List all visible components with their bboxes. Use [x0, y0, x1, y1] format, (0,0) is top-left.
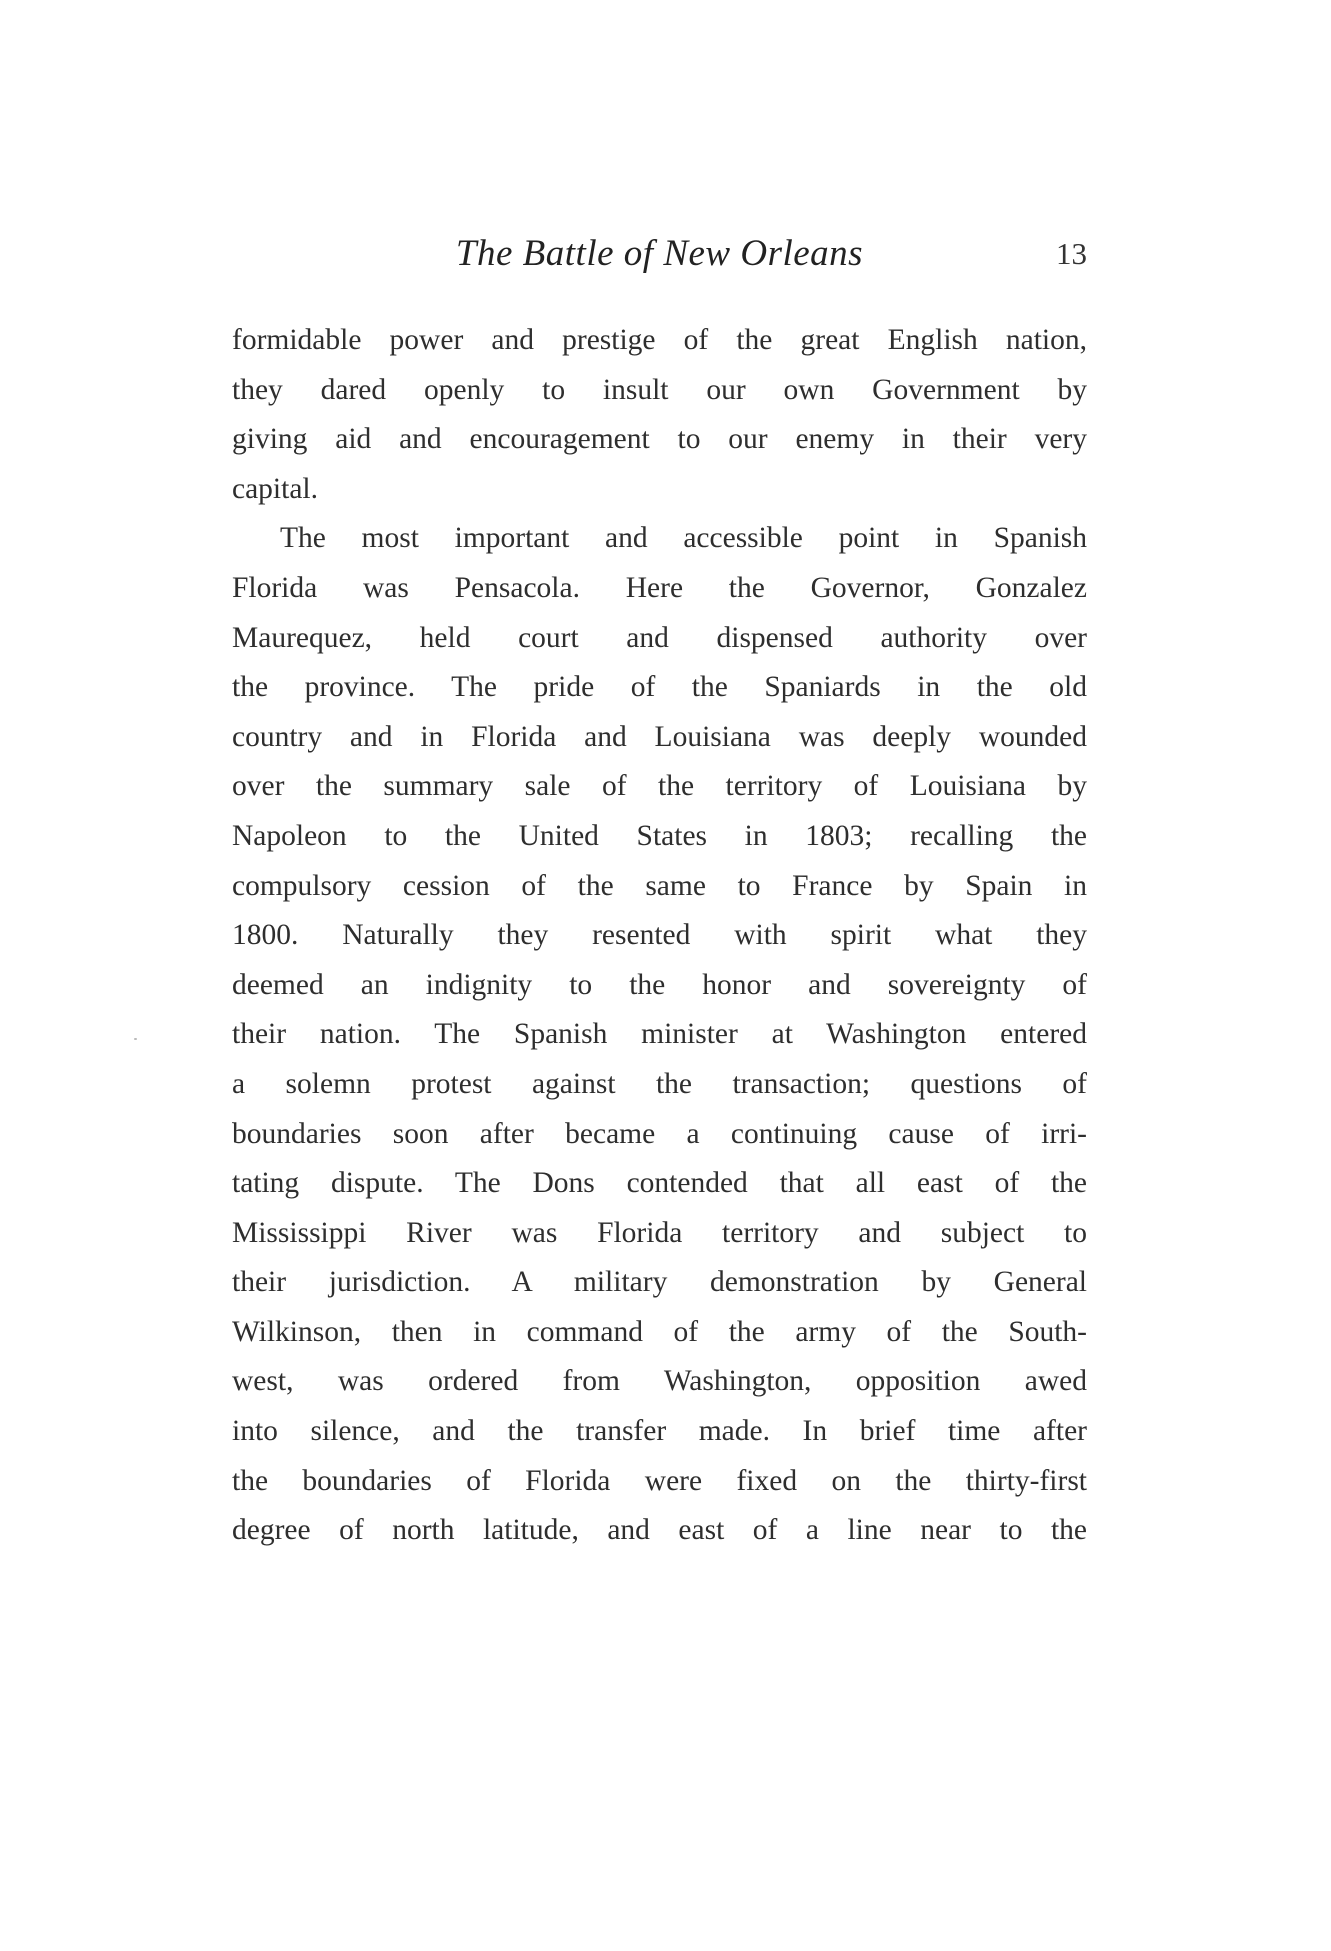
text-line: Florida was Pensacola. Here the Governor, Gonzalez: [232, 571, 1087, 604]
text-line: 1800. Naturally they resented with spirit what they: [232, 919, 1087, 952]
text-line: into silence, and the transfer made. In brief time after: [232, 1415, 1087, 1448]
text-line: they dared openly to insult our own Government by: [232, 373, 1087, 406]
text-line: Napoleon to the United States in 1803; recalling the: [232, 819, 1087, 852]
text-line: the boundaries of Florida were fixed on the thirty-first: [232, 1464, 1087, 1497]
scan-speck: [134, 1038, 137, 1040]
text-line: country and in Florida and Louisiana was deeply wounded: [232, 720, 1087, 753]
running-head: [232, 232, 1087, 282]
text-line: degree of north latitude, and east of a line near to the: [232, 1514, 1087, 1547]
text-line: capital.: [232, 472, 318, 505]
page-number: 13: [1056, 236, 1087, 271]
text-line: Wilkinson, then in command of the army of the South-: [232, 1315, 1087, 1348]
text-line: formidable power and prestige of the great English nation,: [232, 324, 1087, 356]
text-line: west, was ordered from Washington, opposition awed: [232, 1365, 1087, 1398]
text-line: the province. The pride of the Spaniards in the old: [232, 671, 1087, 704]
text-line: tating dispute. The Dons contended that all east of the: [232, 1167, 1087, 1200]
text-line: their nation. The Spanish minister at Washington entered: [232, 1018, 1087, 1051]
text-line: a solemn protest against the transaction; questions of: [232, 1067, 1087, 1100]
text-line: Maurequez, held court and dispensed authority over: [232, 621, 1087, 654]
text-line: over the summary sale of the territory of Louisiana by: [232, 770, 1087, 803]
running-title: The Battle of New Orleans: [455, 233, 864, 274]
text-line: The most important and accessible point in Spanish: [280, 522, 1087, 555]
text-line: boundaries soon after became a continuing cause of irri-: [232, 1117, 1087, 1150]
text-line: deemed an indignity to the honor and sovereignty of: [232, 968, 1087, 1001]
text-line: giving aid and encouragement to our enemy in their very: [232, 423, 1087, 456]
text-line: Mississippi River was Florida territory and subject to: [232, 1216, 1087, 1249]
text-line: their jurisdiction. A military demonstration by General: [232, 1266, 1087, 1299]
body-text: [232, 316, 1087, 1556]
text-line: compulsory cession of the same to France by Spain in: [232, 869, 1087, 902]
